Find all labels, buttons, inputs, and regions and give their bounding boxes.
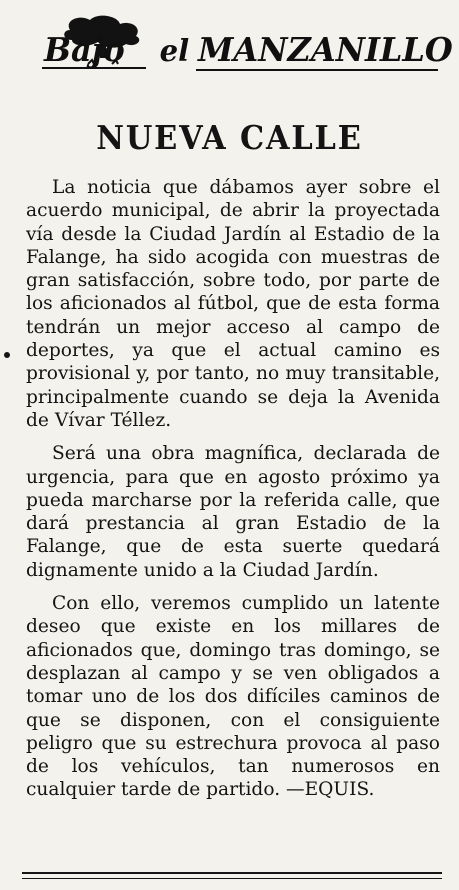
article-body [26, 176, 440, 812]
masthead-word-manzanillo: MANZANILLO [197, 30, 453, 69]
article-paragraph: Será una obra magnífica, declarada de urgencia, para que en agosto próximo ya pueda marcharse por la referida calle, que dará prestancia al gran Estadio de la Falange, que de esta suerte quedará dignamente unido a la Ciudad Jardín. [26, 443, 440, 581]
bottom-rule-thin [22, 878, 442, 879]
masthead-word-bajo: Bajo [44, 30, 125, 69]
bottom-rule [22, 872, 442, 874]
ink-dot [4, 352, 10, 358]
article-paragraph: Con ello, veremos cumplido un latente deseo que existe en los millares de aficionados que, domingo tras domingo, se desplazan al campo y se ven obligados a tomar uno de los dos difíciles caminos de que se disponen, con el consiguiente peligro que su estrechura provoca al paso de los vehículos, tan numerosos en cualquier tarde de partido. —EQUIS. [26, 593, 440, 801]
article-headline: NUEVA CALLE [96, 118, 363, 157]
column-masthead [28, 14, 453, 76]
masthead-word-el: el [159, 34, 190, 69]
masthead-title [44, 30, 453, 69]
article-paragraph: La noticia que dábamos ayer sobre el acuerdo municipal, de abrir la proyectada vía desde la Ciudad Jardín al Estadio de la Falange, ha sido acogida con muestras de gran satisfacción, sobre todo, por parte de los aficionados al fútbol, que de esta forma tendrán un mejor acceso al campo de deportes, ya que el actual camino es provisional y, por tanto, no muy transitable, principalmente cuando se deja la Avenida de Vívar Téllez. [26, 177, 440, 431]
